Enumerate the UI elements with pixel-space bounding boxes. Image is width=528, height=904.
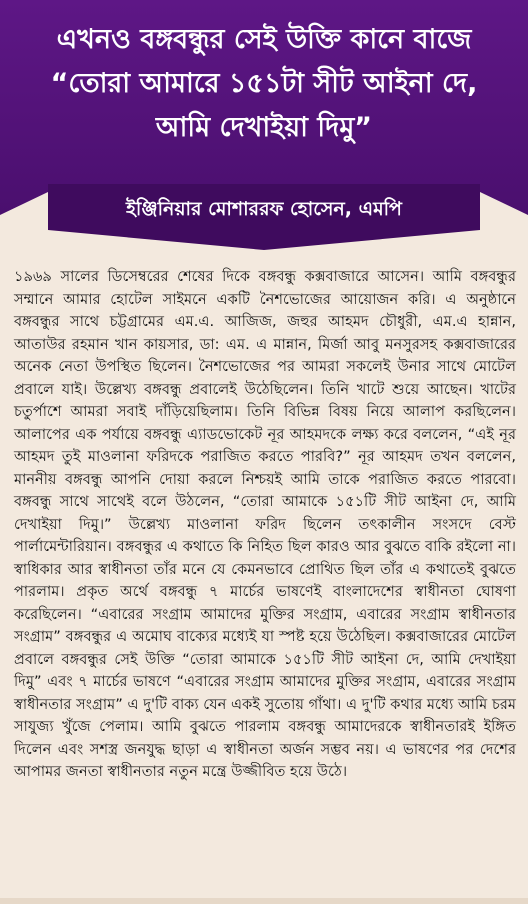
headline-line-1: এখনও বঙ্গবন্ধুর সেই উক্তি কানে বাজে [56, 24, 472, 55]
headline-title [8, 18, 520, 150]
article-body: ১৯৬৯ সালের ডিসেম্বরের শেষের দিকে বঙ্গবন্ধু কক্সবাজারে আসেন। আমি বঙ্গবন্ধুর সম্মানে আমার হোটেল সাইমনে একটি নৈশভোজের আয়োজন করি। এ অনুষ্ঠানে বঙ্গবন্ধুর সাথে চট্টগ্রামের এম.এ. আজিজ, জহুর আহমদ চৌধুরী, এম.এ হান্নান, আতাউর রহমান খান কায়সার, ডা: এম. এ মান্নান, মির্জা আবু মনসুরসহ কক্সবাজারের অনেক নেতা উপস্থিত ছিলেন। নৈশভোজের পর আমরা সকলেই উনার সাথে মোটেল প্রবালে যাই। উল্লেখ্য বঙ্গবন্ধু প্রবালেই উঠেছিলেন। তিনি খাটে শুয়ে আছেন। খাটের চতুর্পাশে আমরা সবাই দাঁড়িয়েছিলাম। তিনি বিভিন্ন বিষয় নিয়ে আলাপ করছিলেন। আলাপের এক পর্যায়ে বঙ্গবন্ধু এ্যাডভোকেট নূর আহমদকে লক্ষ্য করে বললেন, “এই নূর আহমদ তুই মাওলানা ফরিদকে পরাজিত করতে পারবি?” নূর আহমদ তখন বললেন, মাননীয় বঙ্গবন্ধু আপনি দোয়া করলে নিশ্চয়ই আমি তাকে পরাজিত করতে পারবো। বঙ্গবন্ধু সাথে সাথেই বলে উঠলেন, “তোরা আমাকে ১৫১টি সীট আইনা দে, আমি দেখাইয়া দিমু।” উল্লেখ্য মাওলানা ফরিদ ছিলেন তৎকালীন সংসদে বেস্ট পার্লামেন্টারিয়ান। বঙ্গবন্ধুর এ কথাতে কি নিহিত ছিল কারও আর বুঝতে বাকি রইলো না। স্বাধিকার আর স্বাধীনতা তাঁর মনে যে কেমনভাবে প্রোথিত ছিল তাঁর এ কথাতেই বুঝতে পারলাম। প্রকৃত অর্থে বঙ্গবন্ধু ৭ মার্চের ভাষণেই বাংলাদেশের স্বাধীনতা ঘোষণা করেছিলেন। “এবারের সংগ্রাম আমাদের মুক্তির সংগ্রাম, এবারের সংগ্রাম স্বাধীনতার সংগ্রাম” বঙ্গবন্ধুর এ অমোঘ বাক্যের মধ্যেই যা স্পষ্ট হয়ে উঠেছিল। কক্সবাজারের মোটেল প্রবালে বঙ্গবন্ধুর সেই উক্তি “তোরা আমাকে ১৫১টি সীট আইনা দে, আমি দেখাইয়া দিমু” এবং ৭ মার্চের ভাষণে “এবারের সংগ্রাম আমাদের মুক্তির সংগ্রাম, এবারের সংগ্রাম স্বাধীনতার সংগ্রাম” এ দু'টি বাক্য যেন একই সুতোয় গাঁথা। এ দু'টি কথার মধ্যে আমি চরম সাযুজ্য খুঁজে পেলাম। আমি বুঝতে পারলাম বঙ্গবন্ধু আমাদেরকে স্বাধীনতারই ইঙ্গিত দিলেন এবং সশস্ত্র জনযুদ্ধ ছাড়া এ স্বাধীনতা অর্জন সম্ভব নয়। এ ভাষণের পর দেশের আপামর জনতা স্বাধীনতার নতুন মন্ত্রে উজ্জীবিত হয়ে উঠে। [14, 268, 516, 780]
headline-line-3: আমি দেখাইয়া দিমু” [155, 112, 373, 143]
headline-banner [0, 0, 528, 260]
headline-line-2: “তোরা আমারে ১৫১টা সীট আইনা দে, [50, 68, 478, 99]
page-bottom-border [0, 898, 528, 904]
author-byline: ইঞ্জিনিয়ার মোশাররফ হোসেন, এমপি [126, 198, 402, 220]
